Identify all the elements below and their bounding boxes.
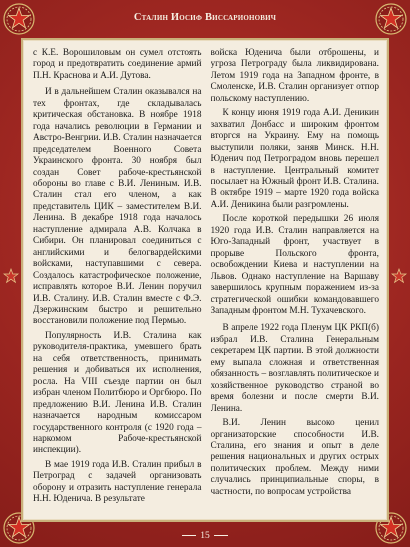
paragraph: войска Юденича были отброшены, и угроза Петрограду была ликвидирована. Летом 1919 года на Западном фронте, в Смоленске, И.В. Сталин организует отпор польскому наступлению. [210, 48, 379, 104]
page-number: 15 [200, 531, 210, 541]
paragraph: К концу июня 1919 года А.И. Деникин захватил Донбасс и широким фронтом вторгся на Украину. Ему на помощь выступили поляки, заняв Минск. Н.Н. Юденич под Петроградом вновь перешел в наступление. Центральный комитет посылает на Южный фронт И.В. Сталина. В октябре 1919 – марте 1920 года войска А.И. Деникина были разгромлены. [210, 108, 379, 210]
footer-dash [182, 535, 196, 536]
paragraph: После короткой передышки 26 июля 1920 года И.В. Сталин направляется на Юго-Западный фронт, участвует в прорыве Польского фронта, освобождении Киева и наступлении на Львов. Однако наступление на Варшаву завершилось крупным поражением из-за стратегической ошибки командовавшего Западным фронтом М.Н. Тухачевского. [210, 214, 379, 316]
footer-dash [214, 535, 228, 536]
paragraph: с К.Е. Ворошиловым он сумел отстоять город и предотвратить соединение армий П.Н. Краснова и А.И. Дутова. [33, 48, 202, 81]
right-column [211, 48, 380, 514]
paragraph: Популярность И.В. Сталина как руководителя-практика, умевшего брать на себя ответственность, принимать решения и добиваться их исполнения, росла. На VIII съезде партии он был избран членом Политбюро и Оргбюро. По предложению В.И. Ленина И.В. Сталин назначается народным комиссаром государственного контроля (с 1920 года – наркомом Рабоче-крестьянской инспекции). [33, 330, 202, 456]
star-ornament-icon [374, 2, 408, 36]
paragraph: В мае 1919 года И.В. Сталин прибыл в Петроград с задачей организовать оборону и отразить наступление генерала Н.Н. Юденича. В результате [33, 459, 202, 505]
header-title: Сталин Иосиф Виссарионович [133, 12, 277, 23]
running-header [0, 0, 410, 38]
side-star-icon [391, 268, 407, 284]
left-column [33, 48, 202, 514]
side-star-icon [3, 268, 19, 284]
paragraph: В апреле 1922 года Пленум ЦК РКП(б) избрал И.В. Сталина Генеральным секретарем ЦК партии. В этой должности ему выпала сложная и ответственная обязанность – возглавлять политическое и хозяйственное руководство страной во время болезни и после смерти В.И. Ленина. [210, 323, 379, 414]
two-column-body [33, 48, 379, 514]
paragraph: В.И. Ленин высоко ценил организаторские способности И.В. Сталина, его знания и опыт в деле решения национальных и других острых политических проблем. Между ними случались принципиальные споры, в частности, по вопросам устройства [210, 418, 379, 497]
paragraph: И в дальнейшем Сталин оказывался на тех фронтах, где складывалась критическая обстановка. В ноябре 1918 года начались революции в Германии и Австро-Венгрии. И.В. Сталин назначается председателем Военного Совета Украинского фронта. 30 ноября был создан Совет рабоче-крестьянской обороны во главе с В.И. Лениным. И.В. Сталин стал его членом, а как представитель ЦИК – заместителем В.И. Ленина. В декабре 1918 года началось наступление адмирала А.В. Колчака в Сибири. Он планировал соединиться с английскими и белогвардейскими войсками, наступавшими с севера. Создалось катастрофическое положение, исправлять которое В.И. Ленин поручил И.В. Сталину. И.В. Сталин вместе с Ф.Э. Дзержинским быстро и решительно восстановили положение под Пермью. [33, 87, 202, 327]
star-ornament-icon [2, 2, 36, 36]
text-page [21, 38, 389, 522]
page-footer [0, 531, 410, 541]
